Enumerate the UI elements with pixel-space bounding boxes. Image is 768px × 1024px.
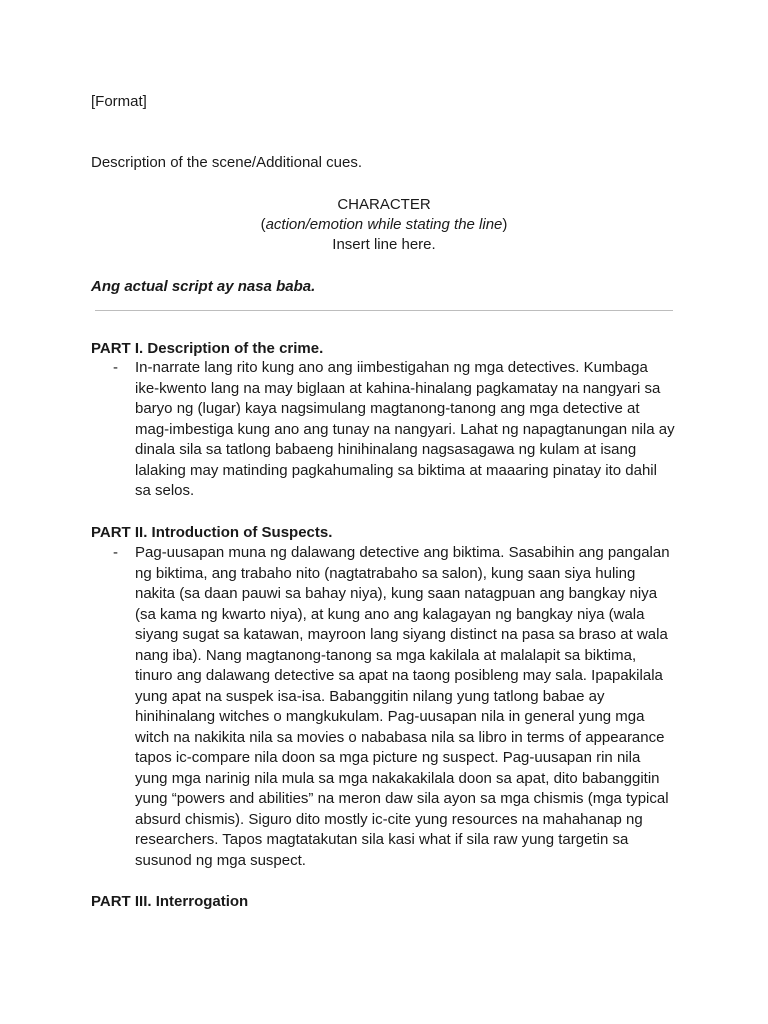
insert-line: Insert line here. (332, 236, 436, 253)
text-line: tapos ic-compare nila doon sa mga picture ng suspect. Pag-uusapan rin nila (135, 749, 641, 766)
horizontal-divider (95, 310, 673, 311)
format-label: [Format] (91, 93, 147, 110)
text-line: dinala sila sa tatlong babaeng hinihinalang nagsasagawa ng kulam at isang (135, 441, 637, 458)
part-2-title: PART II. Introduction of Suspects. (91, 524, 333, 541)
part-1-text (135, 358, 695, 502)
text-line: absurd chismis). Siguro dito mostly ic-cite yung resources na mahahanap ng (135, 810, 643, 828)
action-text: action/emotion while stating the line (265, 216, 503, 233)
text-line: (sa kama ng kwarto niya), at kung ano ang kalagayan ng bangkay niya (wala (135, 605, 645, 623)
text-line: Pag-uusapan muna ng dalawang detective ang biktima. Sasabihin ang pangalan (135, 544, 670, 561)
text-line: siyang sugat sa katawan, mayroon lang siyang distinct na pasa sa braso at wala (135, 626, 668, 643)
bullet-dash: - (113, 544, 118, 561)
actual-script-note: Ang actual script ay nasa baba. (91, 278, 316, 295)
text-line: yung apat na suspek isa-isa. Babanggitin nilang yung tatlong babae ay (135, 687, 605, 705)
text-line: hinihinalang witches o mangkukulam. Pag-uusapan nila in general yung mga (135, 708, 645, 725)
part-1-title: PART I. Description of the crime. (91, 340, 324, 357)
text-line: susunod ng mga suspect. (135, 851, 306, 869)
text-line: nakita (sa daan pauwi sa bahay niya), kung saan natagpuan ang bangkay niya (135, 585, 658, 602)
action-close-paren: ) (502, 216, 508, 233)
part-3-title: PART III. Interrogation (91, 893, 249, 910)
description-cue: Description of the scene/Additional cues. (91, 154, 362, 171)
text-line: mag-imbestiga kung ano ang tunay na nangyari. Lahat ng napagtanungan nila ay (135, 420, 675, 438)
text-line: yung “powers and abilities” na meron daw sila ayon sa mga chismis (mga typical (135, 790, 669, 807)
text-line: yung mga narinig nila mula sa mga nakakakilala doon sa apat, dito babanggitin (135, 769, 660, 787)
bullet-dash: - (113, 359, 118, 376)
text-line: sa selos. (135, 482, 195, 499)
character-label: CHARACTER (337, 196, 431, 213)
text-line: researchers. Tapos magtatakutan sila kasi what if sila raw yung targetin sa (135, 831, 629, 848)
text-line: ike-kwento lang na may biglaan at kahina-hinalang pagkamatay na nangyari sa (135, 379, 661, 397)
text-line: baryo ng (lugar) kaya nagsimulang magtanong-tanong ang mga detective at (135, 400, 640, 417)
text-line: ng biktima, ang trabaho nito (nagtatrabaho sa salon), kung saan siya huling (135, 564, 636, 582)
text-line: nang iba). Nang magtanong-tanong sa mga kakilala at malalapit sa biktima, (135, 646, 637, 664)
part-2-text (135, 543, 695, 871)
text-line: witch na nakikita nila sa movies o nababasa nila sa libro in terms of appearance (135, 728, 665, 746)
text-line: lalaking may matinding pagkahumaling sa biktima at maaaring pinatay ito dahil (135, 461, 657, 479)
action-open-paren: ( (260, 216, 266, 233)
text-line: tinuro ang dalawang detective sa apat na taong posibleng may sala. Ipapakilala (135, 667, 663, 684)
action-cue (0, 215, 768, 235)
text-line: In-narrate lang rito kung ano ang iimbestigahan ng mga detectives. Kumbaga (135, 359, 648, 376)
